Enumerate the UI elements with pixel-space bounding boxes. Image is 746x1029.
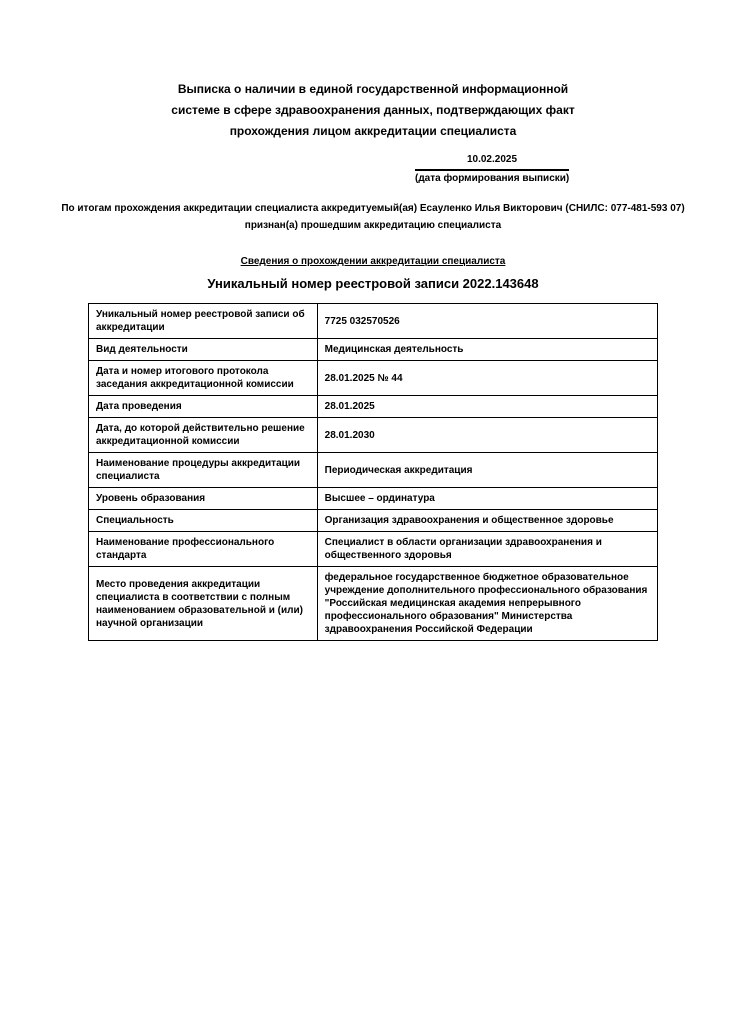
row-value: Высшее – ординатура: [317, 488, 657, 510]
document-title-line-3: прохождения лицом аккредитации специалиста: [229, 124, 517, 138]
accreditation-details-table: [88, 303, 658, 641]
row-label: Дата и номер итогового протокола заседания аккредитационной комиссии: [89, 361, 318, 396]
row-value: федеральное государственное бюджетное образовательное учреждение дополнительного профессионального образования "Российская медицинская академия непрерывного профессионального образования" Министерства здравоохранения Российской Федерации: [317, 567, 657, 641]
table-row-accreditation-location: [89, 567, 658, 641]
table-row-specialty: [89, 510, 658, 532]
row-value: 7725 032570526: [317, 304, 657, 339]
table-row-education-level: [89, 488, 658, 510]
row-value: Организация здравоохранения и общественное здоровье: [317, 510, 657, 532]
document-title-line-2: системе в сфере здравоохранения данных, подтверждающих факт: [171, 103, 575, 117]
row-label: Вид деятельности: [89, 339, 318, 361]
row-label: Уровень образования: [89, 488, 318, 510]
table-row-activity-type: [89, 339, 658, 361]
table-row-procedure-name: [89, 453, 658, 488]
row-label: Уникальный номер реестровой записи об аккредитации: [89, 304, 318, 339]
row-label: Место проведения аккредитации специалиста в соответствии с полным наименованием образовательной и (или) научной организации: [89, 567, 318, 641]
section-heading: Сведения о прохождении аккредитации специалиста: [240, 256, 506, 267]
row-value: Периодическая аккредитация: [317, 453, 657, 488]
row-value: 28.01.2030: [317, 418, 657, 453]
table-row-conduct-date: [89, 396, 658, 418]
document-title: [0, 0, 746, 142]
row-value: Медицинская деятельность: [317, 339, 657, 361]
row-label: Специальность: [89, 510, 318, 532]
table-row-registry-number: [89, 304, 658, 339]
row-value: 28.01.2025 № 44: [317, 361, 657, 396]
row-label: Дата проведения: [89, 396, 318, 418]
row-value: 28.01.2025: [317, 396, 657, 418]
issue-date-caption: (дата формирования выписки): [415, 173, 570, 184]
table-row-valid-until-date: [89, 418, 658, 453]
row-value: Специалист в области организации здравоохранения и общественного здоровья: [317, 532, 657, 567]
row-label: Наименование профессионального стандарта: [89, 532, 318, 567]
row-label: Наименование процедуры аккредитации специалиста: [89, 453, 318, 488]
table-row-protocol-date-number: [89, 361, 658, 396]
table-row-professional-standard: [89, 532, 658, 567]
issue-date: 10.02.2025: [415, 154, 569, 171]
issue-date-block: [415, 154, 569, 185]
document-title-line-1: Выписка о наличии в единой государственной информационной: [177, 82, 569, 96]
registry-number-heading: Уникальный номер реестровой записи 2022.143648: [207, 276, 539, 291]
accreditation-result-paragraph: По итогам прохождения аккредитации специалиста аккредитуемый(ая) Есауленко Илья Викторович (СНИЛС: 077-481-593 07) признан(а) прошедшим аккредитацию специалиста: [61, 203, 685, 231]
row-label: Дата, до которой действительно решение аккредитационной комиссии: [89, 418, 318, 453]
